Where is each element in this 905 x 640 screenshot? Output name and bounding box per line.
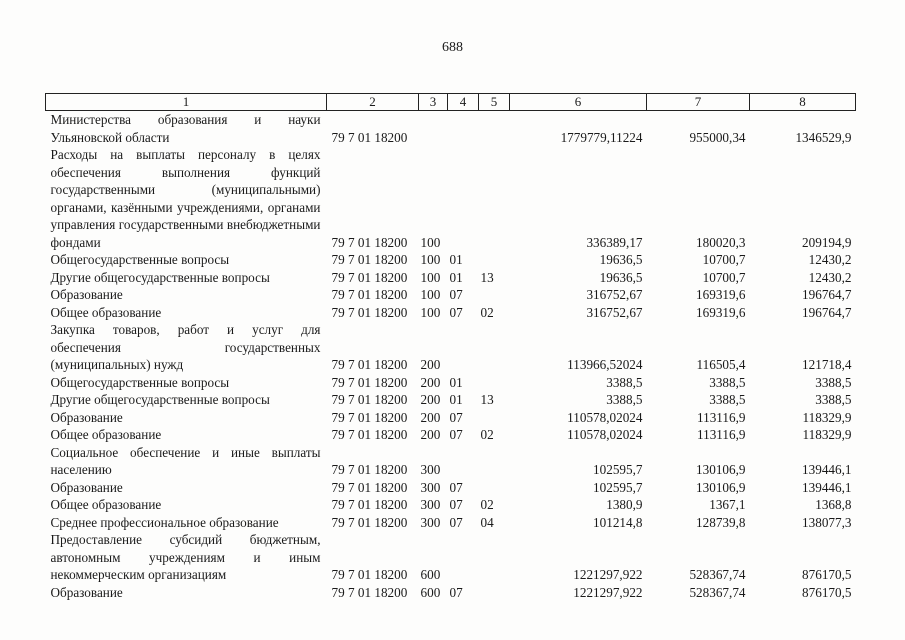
row-target-code: 79 7 01 18200 (331, 357, 408, 372)
row-amount-col8: 139446,1 (802, 462, 852, 477)
table-row (46, 269, 856, 287)
row-amount-col7: 10700,7 (702, 269, 746, 285)
table-row (46, 426, 856, 444)
row-amount-col7: 130106,9 (696, 479, 746, 495)
row-target-code: 79 7 01 18200 (331, 514, 408, 530)
budget-table (45, 93, 856, 601)
row-target-code: 79 7 01 18200 (331, 287, 408, 302)
header-col-2: 2 (327, 94, 419, 111)
row-subsection: 13 (480, 269, 494, 285)
row-name: Закупка товаров, работ и услуг для обеспечения государственных (муниципальных) нужд (50, 322, 321, 372)
row-subsection (479, 409, 510, 427)
row-amount-col7: 10700,7 (702, 252, 746, 267)
row-section: 07 (449, 479, 463, 495)
row-expense-group: 100 (420, 287, 441, 302)
row-target-code: 79 7 01 18200 (331, 409, 408, 425)
table-row (46, 409, 856, 427)
row-target-code: 79 7 01 18200 (331, 392, 408, 407)
table-row (46, 304, 856, 322)
row-section: 01 (449, 392, 463, 407)
table-row (46, 391, 856, 409)
row-amount-col6: 3388,5 (606, 374, 643, 390)
row-amount-col6: 1221297,922 (573, 567, 643, 582)
row-amount-col6: 1779779,11224 (560, 129, 643, 145)
row-amount-col8: 12430,2 (808, 252, 852, 267)
row-expense-group: 300 (420, 514, 441, 530)
row-subsection (479, 286, 510, 304)
row-amount-col6: 102595,7 (593, 479, 643, 495)
row-target-code: 79 7 01 18200 (331, 427, 408, 442)
row-name: Расходы на выплаты персоналу в целях обеспечения выполнения функций государственными (муниципальными) органами, казёнными учреждениями, органами управления государственными внебюджетными фондами (50, 147, 321, 250)
row-name: Предоставление субсидий бюджетным, автономным учреждениям и иным некоммерческим организациям (50, 532, 321, 582)
row-amount-col7: 128739,8 (696, 514, 746, 530)
row-amount-col8: 196764,7 (802, 287, 852, 302)
row-subsection: 02 (480, 497, 494, 512)
row-section (448, 444, 479, 479)
row-amount-col6: 316752,67 (586, 304, 643, 320)
row-target-code: 79 7 01 18200 (331, 252, 408, 267)
row-section (448, 321, 479, 374)
row-subsection (479, 321, 510, 374)
row-section: 07 (449, 584, 463, 600)
row-target-code: 79 7 01 18200 (331, 584, 408, 600)
row-amount-col7: 528367,74 (689, 567, 746, 582)
table-row (46, 496, 856, 514)
row-expense-group: 300 (420, 497, 441, 512)
table-row (46, 374, 856, 392)
row-name: Общегосударственные вопросы (50, 252, 230, 267)
row-expense-group: 100 (420, 234, 441, 250)
row-section (448, 146, 479, 251)
table-row (46, 111, 856, 147)
row-section: 07 (449, 287, 463, 302)
row-expense-group: 600 (420, 584, 441, 600)
row-amount-col6: 1221297,922 (573, 584, 643, 600)
row-amount-col8: 121718,4 (802, 357, 852, 372)
row-amount-col8: 1368,8 (815, 497, 852, 512)
row-subsection: 04 (480, 514, 494, 530)
row-target-code: 79 7 01 18200 (331, 497, 408, 512)
row-amount-col8: 1346529,9 (795, 129, 852, 145)
row-amount-col6: 316752,67 (586, 287, 643, 302)
row-amount-col6: 113966,52024 (567, 357, 643, 372)
row-amount-col6: 101214,8 (593, 514, 643, 530)
row-amount-col6: 1380,9 (606, 497, 643, 512)
table-row (46, 321, 856, 374)
row-name: Общее образование (50, 304, 162, 320)
row-expense-group: 200 (420, 409, 441, 425)
row-section (448, 531, 479, 584)
table-row (46, 531, 856, 584)
row-subsection (479, 531, 510, 584)
row-expense-group: 200 (420, 427, 441, 442)
row-amount-col8: 12430,2 (808, 269, 852, 285)
row-expense-group: 200 (420, 374, 441, 390)
table-row (46, 251, 856, 269)
row-name: Министерства образования и науки Ульяновской области (50, 112, 321, 145)
row-target-code: 79 7 01 18200 (331, 269, 408, 285)
table-row (46, 514, 856, 532)
header-col-7: 7 (647, 94, 750, 111)
row-subsection: 02 (480, 427, 494, 442)
header-col-1: 1 (46, 94, 327, 111)
row-target-code: 79 7 01 18200 (331, 567, 408, 582)
row-subsection (479, 444, 510, 479)
row-target-code: 79 7 01 18200 (331, 462, 408, 477)
row-subsection (479, 146, 510, 251)
row-amount-col8: 209194,9 (802, 234, 852, 250)
row-amount-col7: 169319,6 (696, 287, 746, 302)
row-section: 07 (449, 304, 463, 320)
table-header (46, 94, 856, 111)
page-number: 688 (442, 40, 463, 55)
row-name: Общее образование (50, 497, 162, 512)
row-subsection: 02 (480, 304, 494, 320)
row-amount-col7: 180020,3 (696, 234, 746, 250)
row-amount-col6: 110578,02024 (567, 409, 643, 425)
table-row (46, 146, 856, 251)
row-name: Среднее профессиональное образование (50, 514, 279, 530)
row-name: Другие общегосударственные вопросы (50, 392, 270, 407)
row-expense-group: 300 (420, 479, 441, 495)
row-amount-col8: 196764,7 (802, 304, 852, 320)
row-name: Образование (50, 409, 123, 425)
row-amount-col8: 876170,5 (802, 567, 852, 582)
row-target-code: 79 7 01 18200 (331, 479, 408, 495)
table-row (46, 479, 856, 497)
row-amount-col6: 3388,5 (606, 392, 643, 407)
table-row (46, 286, 856, 304)
header-col-6: 6 (510, 94, 647, 111)
row-target-code: 79 7 01 18200 (331, 304, 408, 320)
table-row (46, 584, 856, 602)
row-section: 07 (449, 514, 463, 530)
row-subsection (479, 251, 510, 269)
row-amount-col8: 3388,5 (815, 392, 852, 407)
row-amount-col7: 1367,1 (709, 497, 746, 512)
row-subsection (479, 111, 510, 147)
row-subsection (479, 479, 510, 497)
row-name: Другие общегосударственные вопросы (50, 269, 270, 285)
row-section: 01 (449, 374, 463, 390)
row-expense-group: 100 (420, 252, 441, 267)
row-amount-col8: 118329,9 (802, 427, 852, 442)
row-amount-col7: 3388,5 (709, 392, 746, 407)
row-amount-col8: 118329,9 (802, 409, 852, 425)
row-amount-col8: 876170,5 (802, 584, 852, 600)
row-subsection: 13 (480, 392, 494, 407)
row-expense-group (419, 111, 448, 147)
row-amount-col7: 116505,4 (696, 357, 746, 372)
row-subsection (479, 584, 510, 602)
row-section: 01 (449, 252, 463, 267)
row-subsection (479, 374, 510, 392)
row-amount-col8: 139446,1 (802, 479, 852, 495)
row-amount-col8: 138077,3 (802, 514, 852, 530)
row-name: Образование (50, 584, 123, 600)
row-name: Социальное обеспечение и иные выплаты населению (50, 444, 321, 477)
header-col-8: 8 (750, 94, 856, 111)
row-amount-col7: 528367,74 (689, 584, 746, 600)
row-section: 07 (449, 427, 463, 442)
row-amount-col7: 113116,9 (697, 409, 746, 425)
row-name: Общегосударственные вопросы (50, 374, 230, 390)
row-amount-col6: 110578,02024 (567, 427, 643, 442)
row-expense-group: 200 (420, 357, 441, 372)
header-col-3: 3 (419, 94, 448, 111)
header-col-4: 4 (448, 94, 479, 111)
row-amount-col7: 955000,34 (689, 129, 746, 145)
row-name: Образование (50, 479, 123, 495)
row-amount-col7: 113116,9 (697, 427, 746, 442)
table-row (46, 444, 856, 479)
row-expense-group: 200 (420, 392, 441, 407)
row-section: 07 (449, 409, 463, 425)
row-amount-col7: 130106,9 (696, 462, 746, 477)
header-col-5: 5 (479, 94, 510, 111)
row-expense-group: 100 (420, 269, 441, 285)
row-amount-col6: 336389,17 (586, 234, 643, 250)
row-target-code: 79 7 01 18200 (331, 234, 408, 250)
row-expense-group: 600 (420, 567, 441, 582)
row-amount-col7: 169319,6 (696, 304, 746, 320)
row-target-code: 79 7 01 18200 (331, 129, 408, 145)
row-section: 07 (449, 497, 463, 512)
row-target-code: 79 7 01 18200 (331, 374, 408, 390)
row-amount-col7: 3388,5 (709, 374, 746, 390)
row-amount-col8: 3388,5 (815, 374, 852, 390)
row-section (448, 111, 479, 147)
header-row (46, 94, 856, 111)
row-amount-col6: 102595,7 (593, 462, 643, 477)
row-section: 01 (449, 269, 463, 285)
row-expense-group: 300 (420, 462, 441, 477)
row-name: Образование (50, 287, 123, 302)
row-name: Общее образование (50, 427, 162, 442)
table-body (46, 111, 856, 602)
row-amount-col6: 19636,5 (599, 252, 643, 267)
row-amount-col6: 19636,5 (599, 269, 643, 285)
row-expense-group: 100 (420, 304, 441, 320)
